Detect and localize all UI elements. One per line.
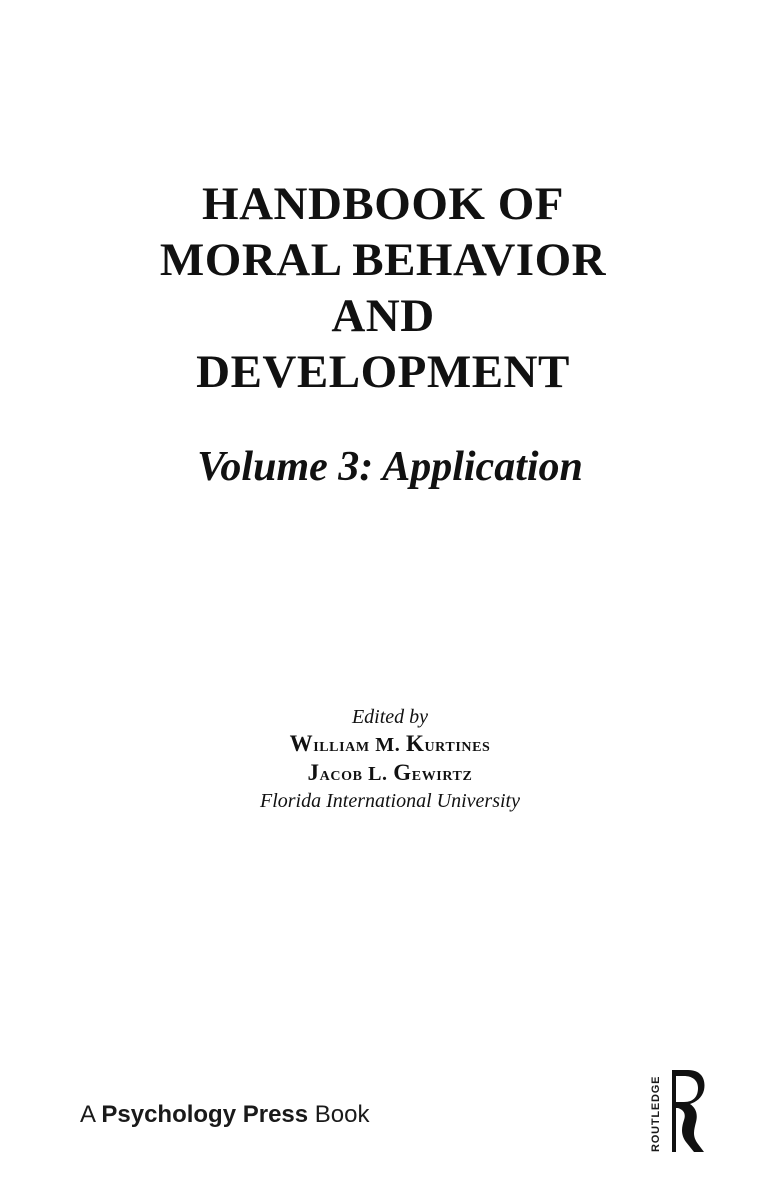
edited-by-label: Edited by xyxy=(351,706,429,728)
title-line: HANDBOOK OF xyxy=(202,178,564,230)
editor-affiliation: Florida International University xyxy=(260,790,520,812)
editor-name: Jacob L. Gewirtz xyxy=(307,760,473,785)
editors-block xyxy=(0,704,766,814)
volume-subtitle: Volume 3: Application xyxy=(197,444,583,490)
publisher-prefix: A xyxy=(80,1101,102,1128)
routledge-wordmark: ROUTLEDGE xyxy=(650,1075,662,1152)
title-line: MORAL BEHAVIOR xyxy=(159,234,607,286)
publisher-brand: Psychology Press xyxy=(101,1101,309,1128)
book-title xyxy=(0,176,766,400)
title-line: AND xyxy=(331,290,435,342)
editor-name: William M. Kurtines xyxy=(289,731,491,756)
publisher-suffix: Book xyxy=(308,1101,370,1128)
publisher-line xyxy=(80,1100,370,1130)
title-line: DEVELOPMENT xyxy=(196,346,570,398)
